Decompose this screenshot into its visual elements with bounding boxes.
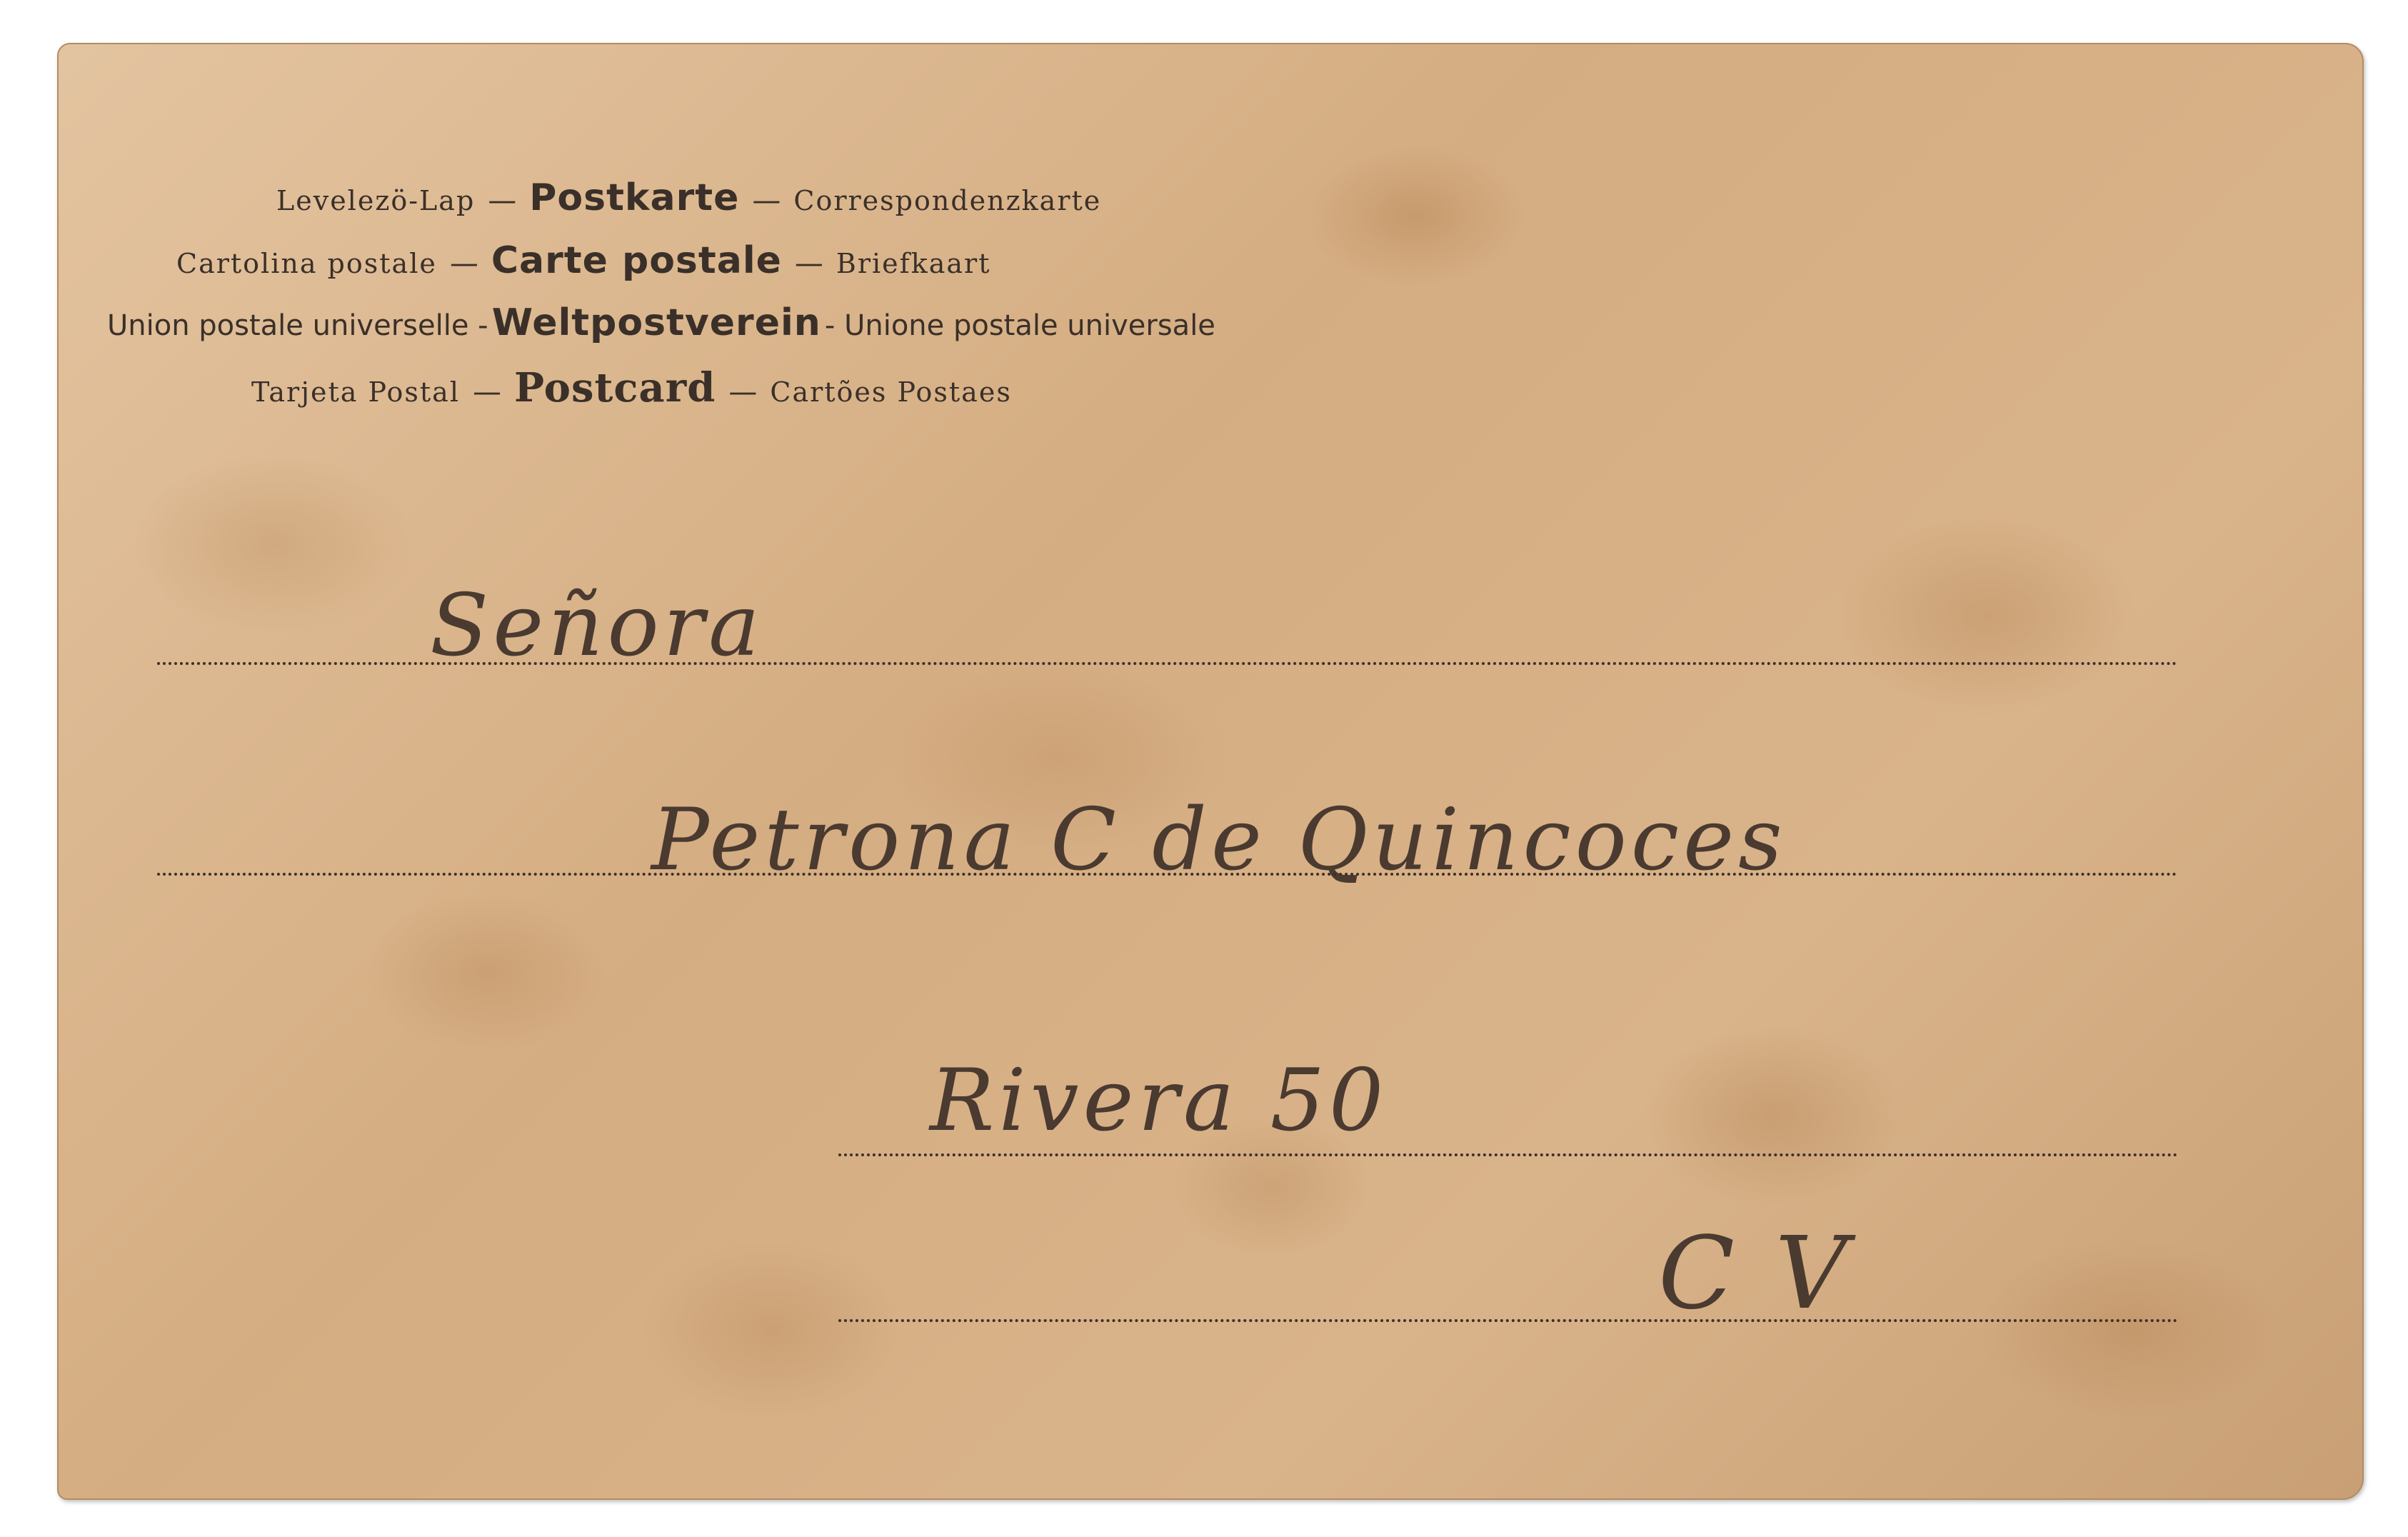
header-line-1 bbox=[276, 176, 1101, 219]
header-line-4-right: Cartões Postaes bbox=[770, 376, 1012, 408]
header-dash: — bbox=[472, 376, 501, 409]
address-line-1 bbox=[157, 662, 2178, 665]
address-line-3-text: Rivera 50 bbox=[930, 1051, 1388, 1151]
header-dash: — bbox=[488, 184, 517, 217]
header-line-2 bbox=[176, 239, 990, 282]
header-dash: — bbox=[728, 376, 758, 409]
header-line-3-right: - Unione postale universale bbox=[824, 309, 1215, 342]
header-dash: — bbox=[794, 247, 823, 280]
header-dash: — bbox=[752, 184, 781, 217]
header-line-1-center: Postkarte bbox=[529, 176, 740, 219]
address-line-4 bbox=[838, 1319, 2178, 1322]
header-dash: — bbox=[449, 247, 478, 280]
header-line-2-left: Cartolina postale bbox=[176, 248, 437, 279]
address-line-4-text: C V bbox=[1658, 1216, 1852, 1332]
header-line-3 bbox=[107, 301, 1215, 344]
address-line-2-text: Petrona C de Quincoces bbox=[651, 791, 1787, 890]
header-line-1-right: Correspondenzkarte bbox=[793, 185, 1102, 216]
header-line-4 bbox=[251, 364, 1012, 411]
address-line-2 bbox=[157, 873, 2178, 876]
header-line-3-left: Union postale universelle - bbox=[107, 309, 488, 342]
header-line-4-left: Tarjeta Postal bbox=[251, 376, 460, 408]
header-line-3-center: Weltpostverein bbox=[491, 301, 821, 344]
postcard-back bbox=[57, 43, 2364, 1500]
address-line-1-text: Señora bbox=[430, 576, 764, 676]
header-line-4-center: Postcard bbox=[513, 364, 716, 411]
header-line-2-center: Carte postale bbox=[491, 239, 782, 282]
address-line-3 bbox=[838, 1153, 2178, 1156]
header-line-1-left: Levelezö-Lap bbox=[276, 185, 476, 216]
header-line-2-right: Briefkaart bbox=[836, 248, 991, 279]
